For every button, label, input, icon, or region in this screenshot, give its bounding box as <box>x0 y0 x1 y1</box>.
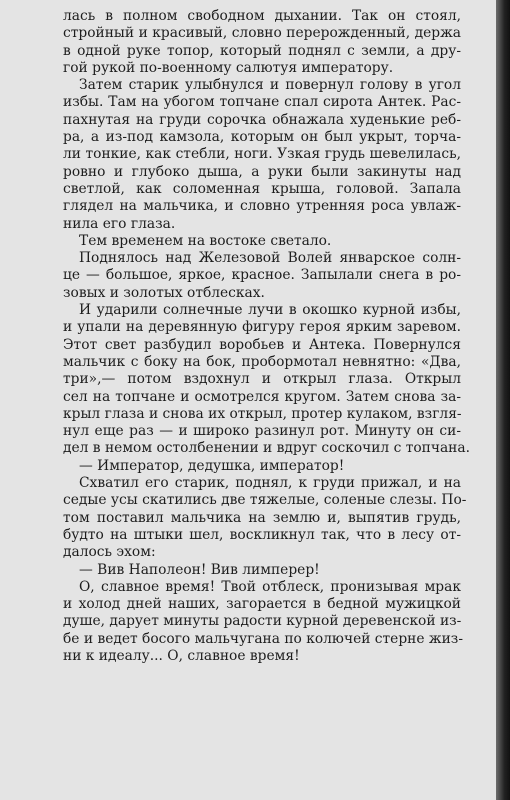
text-line: лась в полном свободном дыхании. Так он стоял, <box>63 8 461 24</box>
text-line: Этот свет разбудил воробьев и Антека. Повернулся <box>63 336 461 353</box>
paragraph <box>63 579 461 665</box>
text-line: избы. Там на убогом топчане спал сирота Антек. Рас- <box>63 94 461 111</box>
text-line: светлой, как соломенная крыша, головой. Запала <box>63 180 461 197</box>
text-line: ра, а из-под камзола, которым он был укрыт, торча- <box>63 129 461 146</box>
page-text <box>63 8 470 665</box>
paragraph <box>63 250 461 302</box>
paragraph <box>63 302 470 458</box>
text-line: ни к идеалу... О, славное время! <box>63 647 300 664</box>
text-line: и холод дней наших, загорается в бедной мужицкой <box>63 596 461 613</box>
text-line: гой рукой по-военному салютуя императору. <box>63 59 394 76</box>
text-line: дел в немом остолбенении и вдруг соскочил с топчана. <box>63 440 470 457</box>
text-line: бе и ведет босого мальчугана по колючей стерне жиз- <box>63 630 463 647</box>
text-line: далось эхом: <box>63 544 156 561</box>
text-line: в одной руке топор, который поднял с земли, а дру- <box>63 42 461 59</box>
text-line: Схватил его старик, поднял, к груди прижал, и на <box>79 475 461 492</box>
text-line: и упали на деревянную фигуру героя ярким заревом. <box>63 319 461 336</box>
paragraph <box>63 233 461 250</box>
text-line: — Император, дедушка, император! <box>79 457 345 474</box>
text-line: глядел на мальчика, и словно утренняя роса увлаж- <box>63 198 461 215</box>
text-line: стройный и красивый, словно перерожденный, держа <box>63 25 461 42</box>
text-line: седые усы скатились две тяжелые, соленые слезы. По- <box>63 492 467 509</box>
text-line: нила его глаза. <box>63 215 176 232</box>
text-line: зовых и золотых отблесках. <box>63 284 265 301</box>
paragraph <box>63 8 461 77</box>
paragraph <box>63 562 461 579</box>
text-line: Затем старик улыбнулся и повернул голову в угол <box>79 77 461 94</box>
book-spine-edge <box>496 0 510 800</box>
text-line: мальчик с боку на бок, пробормотал невнятно: «Два, <box>63 353 461 370</box>
text-line: Поднялось над Железовой Волей январское солн- <box>79 250 461 267</box>
text-line: Тем временем на востоке светало. <box>79 232 332 249</box>
text-line: ровно и глубоко дыша, а руки были закинуты над <box>63 163 461 180</box>
text-line: том поставил мальчика на землю и, выпятив грудь, <box>63 509 461 526</box>
text-line: сел на топчане и осмотрелся кругом. Затем снова за- <box>63 388 461 405</box>
paragraph <box>63 458 461 475</box>
text-line: крыл глаза и снова их открыл, протер кулаком, взгля- <box>63 405 462 422</box>
text-line: И ударили солнечные лучи в окошко курной избы, <box>79 302 461 319</box>
text-line: будто на штыки шел, воскликнул так, что в лесу от- <box>63 526 461 543</box>
text-line: три»,— потом вздохнул и открыл глаза. Открыл <box>63 371 461 388</box>
text-line: пахнутая на груди сорочка обнажала худенькие реб- <box>63 111 461 128</box>
text-line: це — большое, яркое, красное. Запылали снега в ро- <box>63 267 461 284</box>
paragraph <box>63 475 467 561</box>
text-line: нул еще раз — и широко разинул рот. Минуту он си- <box>63 423 461 440</box>
text-line: О, славное время! Твой отблеск, пронизывая мрак <box>79 578 461 595</box>
paragraph <box>63 77 461 233</box>
text-line: — Вив Наполеон! Вив лимперер! <box>79 561 320 578</box>
text-line: душе, дарует минуты радости курной деревенской из- <box>63 613 462 630</box>
text-line: ли тонкие, как стебли, ноги. Узкая грудь шевелилась, <box>63 146 461 163</box>
